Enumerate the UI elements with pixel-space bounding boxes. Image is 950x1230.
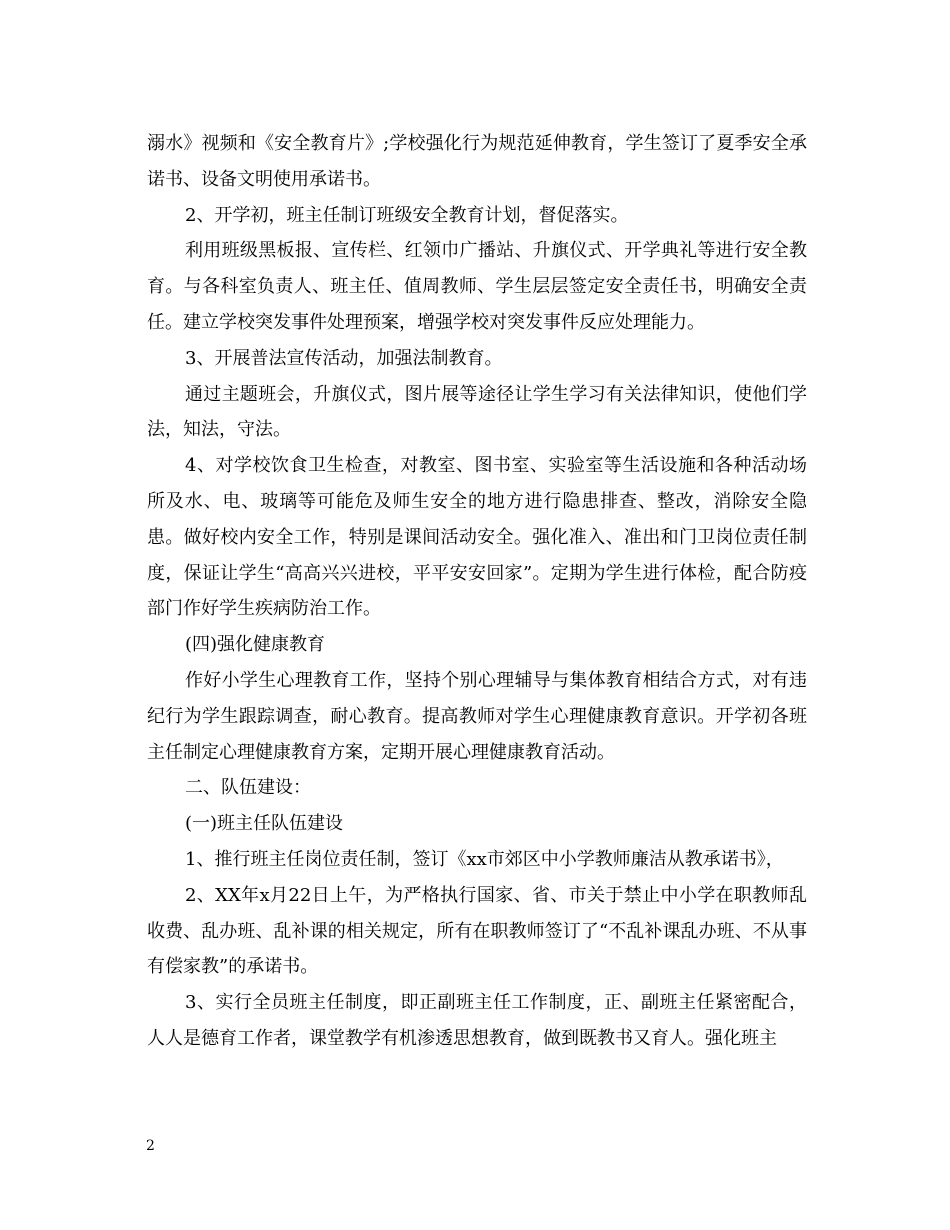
- paragraph: 1、推行班主任岗位责任制，签订《xx市郊区中小学教师廉洁从教承诺书》，: [185, 848, 784, 870]
- section-heading: (一)班主任队伍建设: [185, 813, 344, 835]
- paragraph: 4、对学校饮食卫生检查，对教室、图书室、实验室等生活设施和各种活动场所及水、电、玻璃等可能危及师生安全的地方进行隐患排查、整改，消除安全隐患。做好校内安全工作，特别是课间活动安全。强化准入、准出和门卫岗位责任制度，保证让学生“高高兴兴进校，平平安安回家”。定期为学生进行体检，配合防疫部门作好学生疾病防治工作。: [147, 455, 807, 620]
- paragraph: 3、实行全员班主任制度，即正副班主任工作制度，正、副班主任紧密配合，人人是德育工作者，课堂教学有机渗透思想教育，做到既教书又育人。强化班主: [147, 992, 807, 1049]
- paragraph: 2、开学初，班主任制订班级安全教育计划，督促落实。: [185, 204, 629, 226]
- paragraph: 利用班级黑板报、宣传栏、红领巾广播站、升旗仪式、开学典礼等进行安全教育。与各科室负责人、班主任、值周教师、学生层层签定安全责任书，明确安全责任。建立学校突发事件处理预案，增强学校对突发事件反应处理能力。: [147, 240, 807, 333]
- paragraph: 2、XX年x月22日上午，为严格执行国家、省、市关于禁止中小学在职教师乱收费、乱办班、乱补课的相关规定，所有在职教师签订了“不乱补课乱办班、不从事有偿家教”的承诺书。: [147, 884, 807, 978]
- paragraph: 3、开展普法宣传活动，加强法制教育。: [185, 347, 503, 369]
- paragraph: 溺水》视频和《安全教育片》;学校强化行为规范延伸教育，学生签订了夏季安全承诺书、设备文明使用承诺书。: [147, 133, 807, 190]
- section-heading: 二、队伍建设：: [185, 777, 311, 799]
- paragraph: 作好小学生心理教育工作，坚持个别心理辅导与集体教育相结合方式，对有违纪行为学生跟踪调查，耐心教育。提高教师对学生心理健康教育意识。开学初各班主任制定心理健康教育方案，定期开展心理健康教育活动。: [147, 669, 807, 763]
- page-number: 2: [146, 1138, 155, 1154]
- paragraph: 通过主题班会，升旗仪式，图片展等途径让学生学习有关法律知识，使他们学法，知法，守法。: [147, 383, 807, 441]
- document-body: [147, 126, 807, 1057]
- section-heading: (四)强化健康教育: [185, 634, 326, 656]
